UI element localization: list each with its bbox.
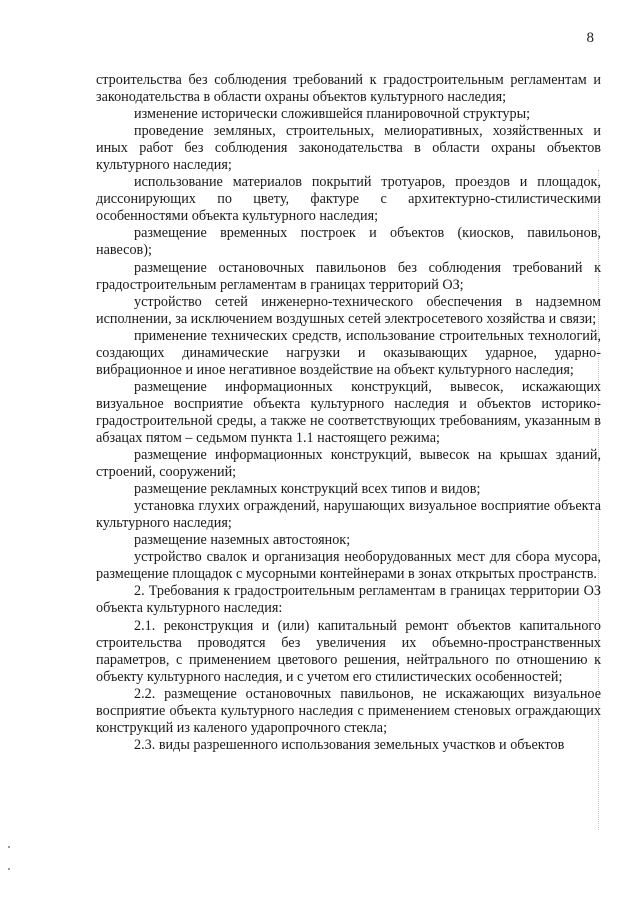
paragraph: строительства без соблюдения требований к градостроительным регламентам и законодательства в области охраны объектов культурного наследия; xyxy=(96,72,601,106)
paragraph: устройство свалок и организация необорудованных мест для сбора мусора, размещение площадок с мусорными контейнерами в зонах открытых пространств. xyxy=(96,549,601,583)
paragraph: 2.2. размещение остановочных павильонов, не искажающих визуальное восприятие объекта культурного наследия с применением стеновых ограждающих конструкций из каленого ударопрочного стекла; xyxy=(96,685,601,736)
page-number: 8 xyxy=(586,30,594,46)
paragraph: установка глухих ограждений, нарушающих визуальное восприятие объекта культурного наследия; xyxy=(96,498,601,532)
paragraph: 2. Требования к градостроительным регламентам в границах территории ОЗ объекта культурного наследия: xyxy=(96,583,601,617)
paragraph: устройство сетей инженерно-технического обеспечения в надземном исполнении, за исключением воздушных сетей электросетевого хозяйства и связи; xyxy=(96,293,601,327)
paragraph: размещение информационных конструкций, вывесок, искажающих визуальное восприятие объекта культурного наследия и объектов историко-градостроительной среды, а также не соответствующих требованиям, указанным в абзацах пятом – седьмом пункта 1.1 настоящего режима; xyxy=(96,378,601,446)
paragraph: проведение земляных, строительных, мелиоративных, хозяйственных и иных работ без соблюдения законодательства в области охраны объектов культурного наследия; xyxy=(96,123,601,174)
paragraph: размещение рекламных конструкций всех типов и видов; xyxy=(134,481,481,498)
paragraph: изменение исторически сложившейся планировочной структуры; xyxy=(134,106,531,123)
paragraph: размещение остановочных павильонов без соблюдения требований к градостроительным регламентам в границах территорий ОЗ; xyxy=(96,259,601,293)
document-body xyxy=(96,72,601,754)
paragraph: применение технических средств, использование строительных технологий, создающих динамические нагрузки и оказывающих ударное, ударно-вибрационное и иное негативное воздействие на объект культурного наследия; xyxy=(96,327,601,378)
paragraph: размещение информационных конструкций, вывесок на крышах зданий, строений, сооружений; xyxy=(96,447,601,481)
scan-artifact-dot xyxy=(8,846,10,848)
paragraph: использование материалов покрытий тротуаров, проездов и площадок, диссонирующих по цвету, фактуре с архитектурно-стилистическими особенностями объекта культурного наследия; xyxy=(96,174,601,225)
paragraph: размещение наземных автостоянок; xyxy=(134,532,351,549)
paragraph: 2.3. виды разрешенного использования земельных участков и объектов xyxy=(134,736,565,753)
paragraph: 2.1. реконструкция и (или) капитальный ремонт объектов капитального строительства проводятся без увеличения их объемно-пространственных параметров, с применением цветового решения, нейтрального по отношению к объекту культурного наследия, и с учетом его стилистических особенностей; xyxy=(96,617,601,685)
scan-artifact-dot xyxy=(8,868,10,870)
paragraph: размещение временных построек и объектов (киосков, павильонов, навесов); xyxy=(96,225,601,259)
